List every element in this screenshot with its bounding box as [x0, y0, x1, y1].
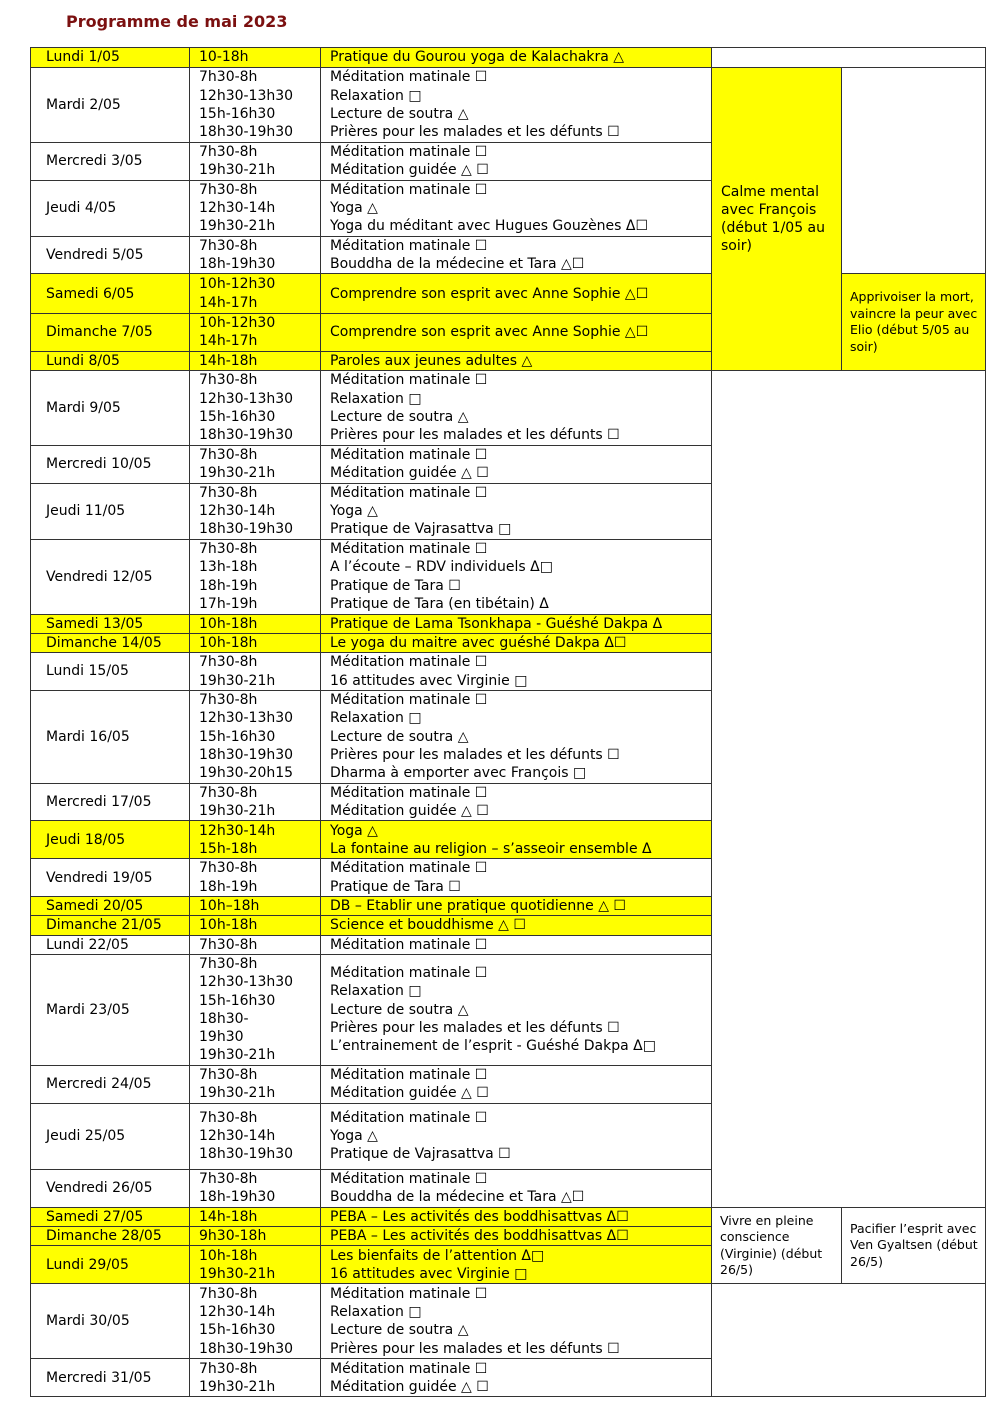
activity: 16 attitudes avec Virginie □ [330, 1265, 528, 1282]
time-slot: 12h30-13h30 [199, 390, 294, 407]
time-slot: 13h-18h [199, 559, 258, 576]
activity: Bouddha de la médecine et Tara △☐ [330, 1189, 585, 1206]
activity: Pratique de Lama Tsonkhapa - Guéshé Dakpa Δ [330, 615, 663, 632]
empty-cell [842, 68, 986, 274]
day-cell: Mardi 30/05 [31, 1284, 190, 1359]
time-slot: 15h-16h30 [199, 728, 276, 745]
activity: Méditation guidée △ ☐ [330, 465, 489, 482]
activity: Relaxation □ [330, 983, 422, 1000]
time-cell [190, 446, 321, 484]
activity: Méditation matinale ☐ [330, 372, 488, 389]
schedule-table [30, 47, 986, 1397]
activity: Comprendre son esprit avec Anne Sophie △☐ [330, 324, 649, 341]
time-slot: 14h-18h [199, 1208, 258, 1225]
day-cell: Samedi 27/05 [31, 1207, 190, 1226]
time-slot: 12h30-13h30 [199, 710, 294, 727]
activity: Relaxation □ [330, 710, 422, 727]
activity: DB – Etablir une pratique quotidienne △ ☐ [330, 898, 626, 915]
activity: Méditation matinale ☐ [330, 1066, 488, 1083]
activity: Science et bouddhisme △ ☐ [330, 917, 526, 934]
activity: Méditation matinale ☐ [330, 541, 488, 558]
day-cell: Mardi 2/05 [31, 68, 190, 143]
time-slot: 7h30-8h [199, 181, 258, 198]
activity: Méditation guidée △ ☐ [330, 1085, 489, 1102]
activity-cell [321, 690, 712, 783]
time-cell [190, 1207, 321, 1226]
activity-cell [321, 859, 712, 897]
time-slot: 10h-12h30 [199, 315, 276, 332]
time-cell [190, 821, 321, 859]
time-slot: 19h30-20h15 [199, 765, 294, 782]
time-slot: 19h30-21h [199, 1085, 276, 1102]
day-cell: Vendredi 12/05 [31, 539, 190, 614]
empty-cell [712, 48, 986, 68]
activity-cell [321, 633, 712, 652]
time-slot: 7h30-8h [199, 1109, 258, 1126]
activity: Méditation matinale ☐ [330, 69, 488, 86]
time-cell [190, 351, 321, 370]
time-slot: 15h-16h30 [199, 106, 276, 122]
activity-cell [321, 783, 712, 821]
activity: Yoga △ [330, 822, 378, 839]
time-cell [190, 68, 321, 143]
activity-cell [321, 954, 712, 1065]
activity-cell [321, 371, 712, 446]
activity: Pratique de Tara (en tibétain) Δ [330, 595, 549, 612]
activity-cell [321, 274, 712, 314]
time-cell [190, 897, 321, 916]
day-cell: Samedi 6/05 [31, 274, 190, 314]
activity: Pratique de Tara ☐ [330, 878, 461, 895]
day-cell: Lundi 1/05 [31, 48, 190, 68]
time-slot: 12h30-14h [199, 1128, 276, 1145]
time-slot: 12h30-13h30 [199, 974, 294, 991]
time-slot: 17h-19h [199, 595, 258, 612]
time-slot: 19h30-21h [199, 1047, 276, 1064]
time-cell [190, 653, 321, 691]
activity-cell [321, 1065, 712, 1103]
time-slot: 18h30- [199, 1010, 249, 1027]
time-slot: 9h30-18h [199, 1228, 267, 1245]
activity-cell [321, 314, 712, 352]
activity: Relaxation □ [330, 87, 422, 104]
time-slot: 12h30-14h [199, 199, 276, 216]
day-cell: Mercredi 24/05 [31, 1065, 190, 1103]
time-slot: 7h30-8h [199, 692, 258, 709]
activity-cell [321, 1169, 712, 1207]
time-slot: 10h-18h [199, 615, 258, 632]
activity: Méditation matinale ☐ [330, 144, 488, 160]
day-cell: Dimanche 7/05 [31, 314, 190, 352]
time-slot: 18h30-19h30 [199, 427, 294, 444]
time-slot: 7h30-8h [199, 936, 258, 953]
activity: Prières pour les malades et les défunts ☐ [330, 427, 620, 444]
time-cell [190, 236, 321, 274]
activity: Prières pour les malades et les défunts ☐ [330, 747, 620, 763]
activity: Méditation guidée △ ☐ [330, 1378, 489, 1395]
activity: Bouddha de la médecine et Tara △☐ [330, 255, 585, 272]
activity: A l’écoute – RDV individuels Δ□ [330, 559, 553, 576]
day-cell: Vendredi 5/05 [31, 236, 190, 274]
time-slot: 14h-17h [199, 294, 258, 311]
time-slot: 10h-12h30 [199, 276, 276, 293]
table-row [31, 1284, 986, 1359]
time-cell [190, 539, 321, 614]
activity: Méditation matinale ☐ [330, 181, 488, 198]
time-cell [190, 783, 321, 821]
day-cell: Jeudi 11/05 [31, 483, 190, 539]
table-row [31, 1207, 986, 1226]
activity: Relaxation □ [330, 1304, 422, 1321]
activity-cell [321, 539, 712, 614]
activity: Pratique de Vajrasattva ☐ [330, 1146, 511, 1163]
activity: Méditation matinale ☐ [330, 654, 488, 671]
table-row [31, 371, 986, 446]
activity-cell [321, 446, 712, 484]
time-slot: 18h-19h30 [199, 255, 276, 272]
time-slot: 18h30-19h30 [199, 747, 294, 763]
activity: Prières pour les malades et les défunts ☐ [330, 1340, 620, 1357]
time-slot: 10h–18h [199, 898, 260, 915]
time-slot: 10h-18h [199, 634, 258, 651]
time-slot: 7h30-8h [199, 447, 258, 464]
time-slot: 7h30-8h [199, 1360, 258, 1377]
activity-cell [321, 1284, 712, 1359]
day-cell: Mardi 16/05 [31, 690, 190, 783]
time-slot: 7h30-8h [199, 372, 258, 389]
activity-cell [321, 236, 712, 274]
activity: Méditation matinale ☐ [330, 1170, 488, 1187]
schedule-body [31, 48, 986, 1397]
side-event-apprivoiser: Apprivoiser la mort, vaincre la peur avec Elio (début 5/05 au soir) [842, 274, 986, 371]
activity-cell [321, 614, 712, 633]
time-slot: 7h30-8h [199, 69, 258, 86]
time-cell [190, 143, 321, 181]
activity: Méditation guidée △ ☐ [330, 803, 489, 820]
activity: Méditation matinale ☐ [330, 860, 488, 877]
activity: Méditation guidée △ ☐ [330, 162, 489, 179]
activity: La fontaine au religion – s’asseoir ensemble Δ [330, 840, 652, 857]
side-event-vivre: Vivre en pleine conscience (Virginie) (début 26/5) [712, 1207, 842, 1284]
day-cell: Lundi 8/05 [31, 351, 190, 370]
activity: Méditation matinale ☐ [330, 484, 488, 501]
activity: Lecture de soutra △ [330, 728, 469, 745]
time-slot: 19h30-21h [199, 803, 276, 820]
time-cell [190, 314, 321, 352]
time-slot: 18h30-19h30 [199, 124, 294, 141]
activity: L’entrainement de l’esprit - Guéshé Dakpa Δ□ [330, 1038, 656, 1055]
day-cell: Mercredi 31/05 [31, 1359, 190, 1397]
activity: Lecture de soutra △ [330, 106, 469, 122]
time-slot: 19h30-21h [199, 1378, 276, 1395]
time-cell [190, 859, 321, 897]
activity-cell [321, 821, 712, 859]
time-slot: 15h-18h [199, 840, 258, 857]
activity: Pratique de Tara ☐ [330, 577, 461, 594]
time-slot: 19h30-21h [199, 465, 276, 482]
activity: Prières pour les malades et les défunts ☐ [330, 124, 620, 141]
time-slot: 7h30-8h [199, 1285, 258, 1302]
day-cell: Mardi 9/05 [31, 371, 190, 446]
time-cell [190, 1284, 321, 1359]
time-slot: 7h30-8h [199, 144, 258, 160]
activity-cell [321, 143, 712, 181]
activity-cell [321, 1103, 712, 1169]
time-cell [190, 1227, 321, 1246]
time-cell [190, 1169, 321, 1207]
activity-cell [321, 48, 712, 68]
time-cell [190, 483, 321, 539]
time-slot: 7h30-8h [199, 541, 258, 558]
time-slot: 15h-16h30 [199, 409, 276, 426]
time-slot: 18h-19h [199, 878, 258, 895]
time-cell [190, 1359, 321, 1397]
time-cell [190, 48, 321, 68]
time-slot: 18h-19h [199, 577, 258, 594]
activity: Yoga du méditant avec Hugues Gouzènes Δ☐ [330, 218, 649, 235]
time-slot: 7h30-8h [199, 955, 258, 972]
time-slot: 7h30-8h [199, 237, 258, 254]
activity: Relaxation □ [330, 390, 422, 407]
time-slot: 18h30-19h30 [199, 1146, 294, 1163]
time-slot: 14h-18h [199, 352, 258, 369]
time-slot: 7h30-8h [199, 860, 258, 877]
activity-cell [321, 1359, 712, 1397]
day-cell: Samedi 20/05 [31, 897, 190, 916]
activity-cell [321, 180, 712, 236]
activity: Lecture de soutra △ [330, 1001, 469, 1018]
time-slot: 12h30-14h [199, 503, 276, 520]
activity: PEBA – Les activités des boddhisattvas Δ☐ [330, 1208, 629, 1225]
time-slot: 15h-16h30 [199, 1322, 276, 1339]
day-cell: Lundi 22/05 [31, 935, 190, 954]
day-cell: Lundi 29/05 [31, 1246, 190, 1284]
day-cell: Mardi 23/05 [31, 954, 190, 1065]
activity-cell [321, 653, 712, 691]
activity: Méditation matinale ☐ [330, 1109, 488, 1126]
activity: Yoga △ [330, 1128, 378, 1145]
activity: Yoga △ [330, 199, 378, 216]
time-slot: 7h30-8h [199, 1066, 258, 1083]
time-slot: 12h30-14h [199, 822, 276, 839]
time-slot: 19h30 [199, 1029, 244, 1046]
time-cell [190, 1065, 321, 1103]
activity: Pratique de Vajrasattva □ [330, 521, 512, 538]
side-event-pacifier: Pacifier l’esprit avec Ven Gyaltsen (début 26/5) [842, 1207, 986, 1284]
time-cell [190, 690, 321, 783]
activity-cell [321, 897, 712, 916]
activity: Dharma à emporter avec François □ [330, 765, 587, 782]
time-slot: 10h-18h [199, 1247, 258, 1264]
activity-cell [321, 935, 712, 954]
time-cell [190, 180, 321, 236]
time-slot: 19h30-21h [199, 218, 276, 235]
activity: Yoga △ [330, 503, 378, 520]
activity: Méditation matinale ☐ [330, 965, 488, 982]
time-slot: 12h30-14h [199, 1304, 276, 1321]
table-row [31, 68, 986, 143]
time-slot: 12h30-13h30 [199, 87, 294, 104]
activity: Paroles aux jeunes adultes △ [330, 352, 533, 369]
activity: Les bienfaits de l’attention Δ□ [330, 1247, 545, 1264]
time-cell [190, 1103, 321, 1169]
day-cell: Mercredi 3/05 [31, 143, 190, 181]
activity: Méditation matinale ☐ [330, 936, 488, 953]
time-slot: 7h30-8h [199, 1170, 258, 1187]
activity: Comprendre son esprit avec Anne Sophie △☐ [330, 285, 649, 302]
time-cell [190, 916, 321, 935]
time-cell [190, 614, 321, 633]
page-title: Programme de mai 2023 [66, 12, 288, 31]
time-slot: 18h30-19h30 [199, 1340, 294, 1357]
activity-cell [321, 1207, 712, 1226]
day-cell: Jeudi 18/05 [31, 821, 190, 859]
activity: Lecture de soutra △ [330, 409, 469, 426]
activity: Lecture de soutra △ [330, 1322, 469, 1339]
activity: Prières pour les malades et les défunts ☐ [330, 1019, 620, 1036]
empty-cell [712, 371, 986, 1208]
time-slot: 19h30-21h [199, 1265, 276, 1282]
day-cell: Mercredi 10/05 [31, 446, 190, 484]
time-slot: 7h30-8h [199, 784, 258, 801]
day-cell: Jeudi 4/05 [31, 180, 190, 236]
activity-cell [321, 916, 712, 935]
time-cell [190, 633, 321, 652]
table-row [31, 274, 986, 314]
day-cell: Dimanche 14/05 [31, 633, 190, 652]
time-slot: 19h30-21h [199, 162, 276, 179]
time-slot: 14h-17h [199, 333, 258, 350]
time-slot: 7h30-8h [199, 654, 258, 671]
day-cell: Dimanche 21/05 [31, 916, 190, 935]
activity: Méditation matinale ☐ [330, 447, 488, 464]
activity: Méditation matinale ☐ [330, 237, 488, 254]
day-cell: Mercredi 17/05 [31, 783, 190, 821]
activity-cell [321, 68, 712, 143]
side-event-calme-mental: Calme mental avec François (début 1/05 au soir) [712, 68, 842, 371]
activity: Méditation matinale ☐ [330, 1360, 488, 1377]
activity-cell [321, 483, 712, 539]
day-cell: Jeudi 25/05 [31, 1103, 190, 1169]
time-slot: 15h-16h30 [199, 992, 276, 1009]
activity: 16 attitudes avec Virginie □ [330, 672, 528, 689]
time-slot: 19h30-21h [199, 672, 276, 689]
activity: Méditation matinale ☐ [330, 784, 488, 801]
time-slot: 10h-18h [199, 917, 258, 934]
activity-cell [321, 1246, 712, 1284]
time-slot: 7h30-8h [199, 484, 258, 501]
time-slot: 18h30-19h30 [199, 521, 294, 538]
activity: Le yoga du maitre avec guéshé Dakpa Δ☐ [330, 634, 627, 651]
activity-cell [321, 351, 712, 370]
day-cell: Samedi 13/05 [31, 614, 190, 633]
time-cell [190, 935, 321, 954]
time-cell [190, 1246, 321, 1284]
day-cell: Vendredi 26/05 [31, 1169, 190, 1207]
time-cell [190, 371, 321, 446]
time-slot: 10-18h [199, 49, 249, 66]
activity: Méditation matinale ☐ [330, 692, 488, 709]
time-slot: 18h-19h30 [199, 1189, 276, 1206]
activity: Pratique du Gourou yoga de Kalachakra △ [330, 49, 625, 66]
day-cell: Dimanche 28/05 [31, 1227, 190, 1246]
activity-cell [321, 1227, 712, 1246]
day-cell: Vendredi 19/05 [31, 859, 190, 897]
empty-cell [712, 1284, 986, 1397]
time-cell [190, 274, 321, 314]
day-cell: Lundi 15/05 [31, 653, 190, 691]
time-cell [190, 954, 321, 1065]
table-row [31, 48, 986, 68]
activity: Méditation matinale ☐ [330, 1285, 488, 1302]
activity: PEBA – Les activités des boddhisattvas Δ☐ [330, 1228, 629, 1245]
